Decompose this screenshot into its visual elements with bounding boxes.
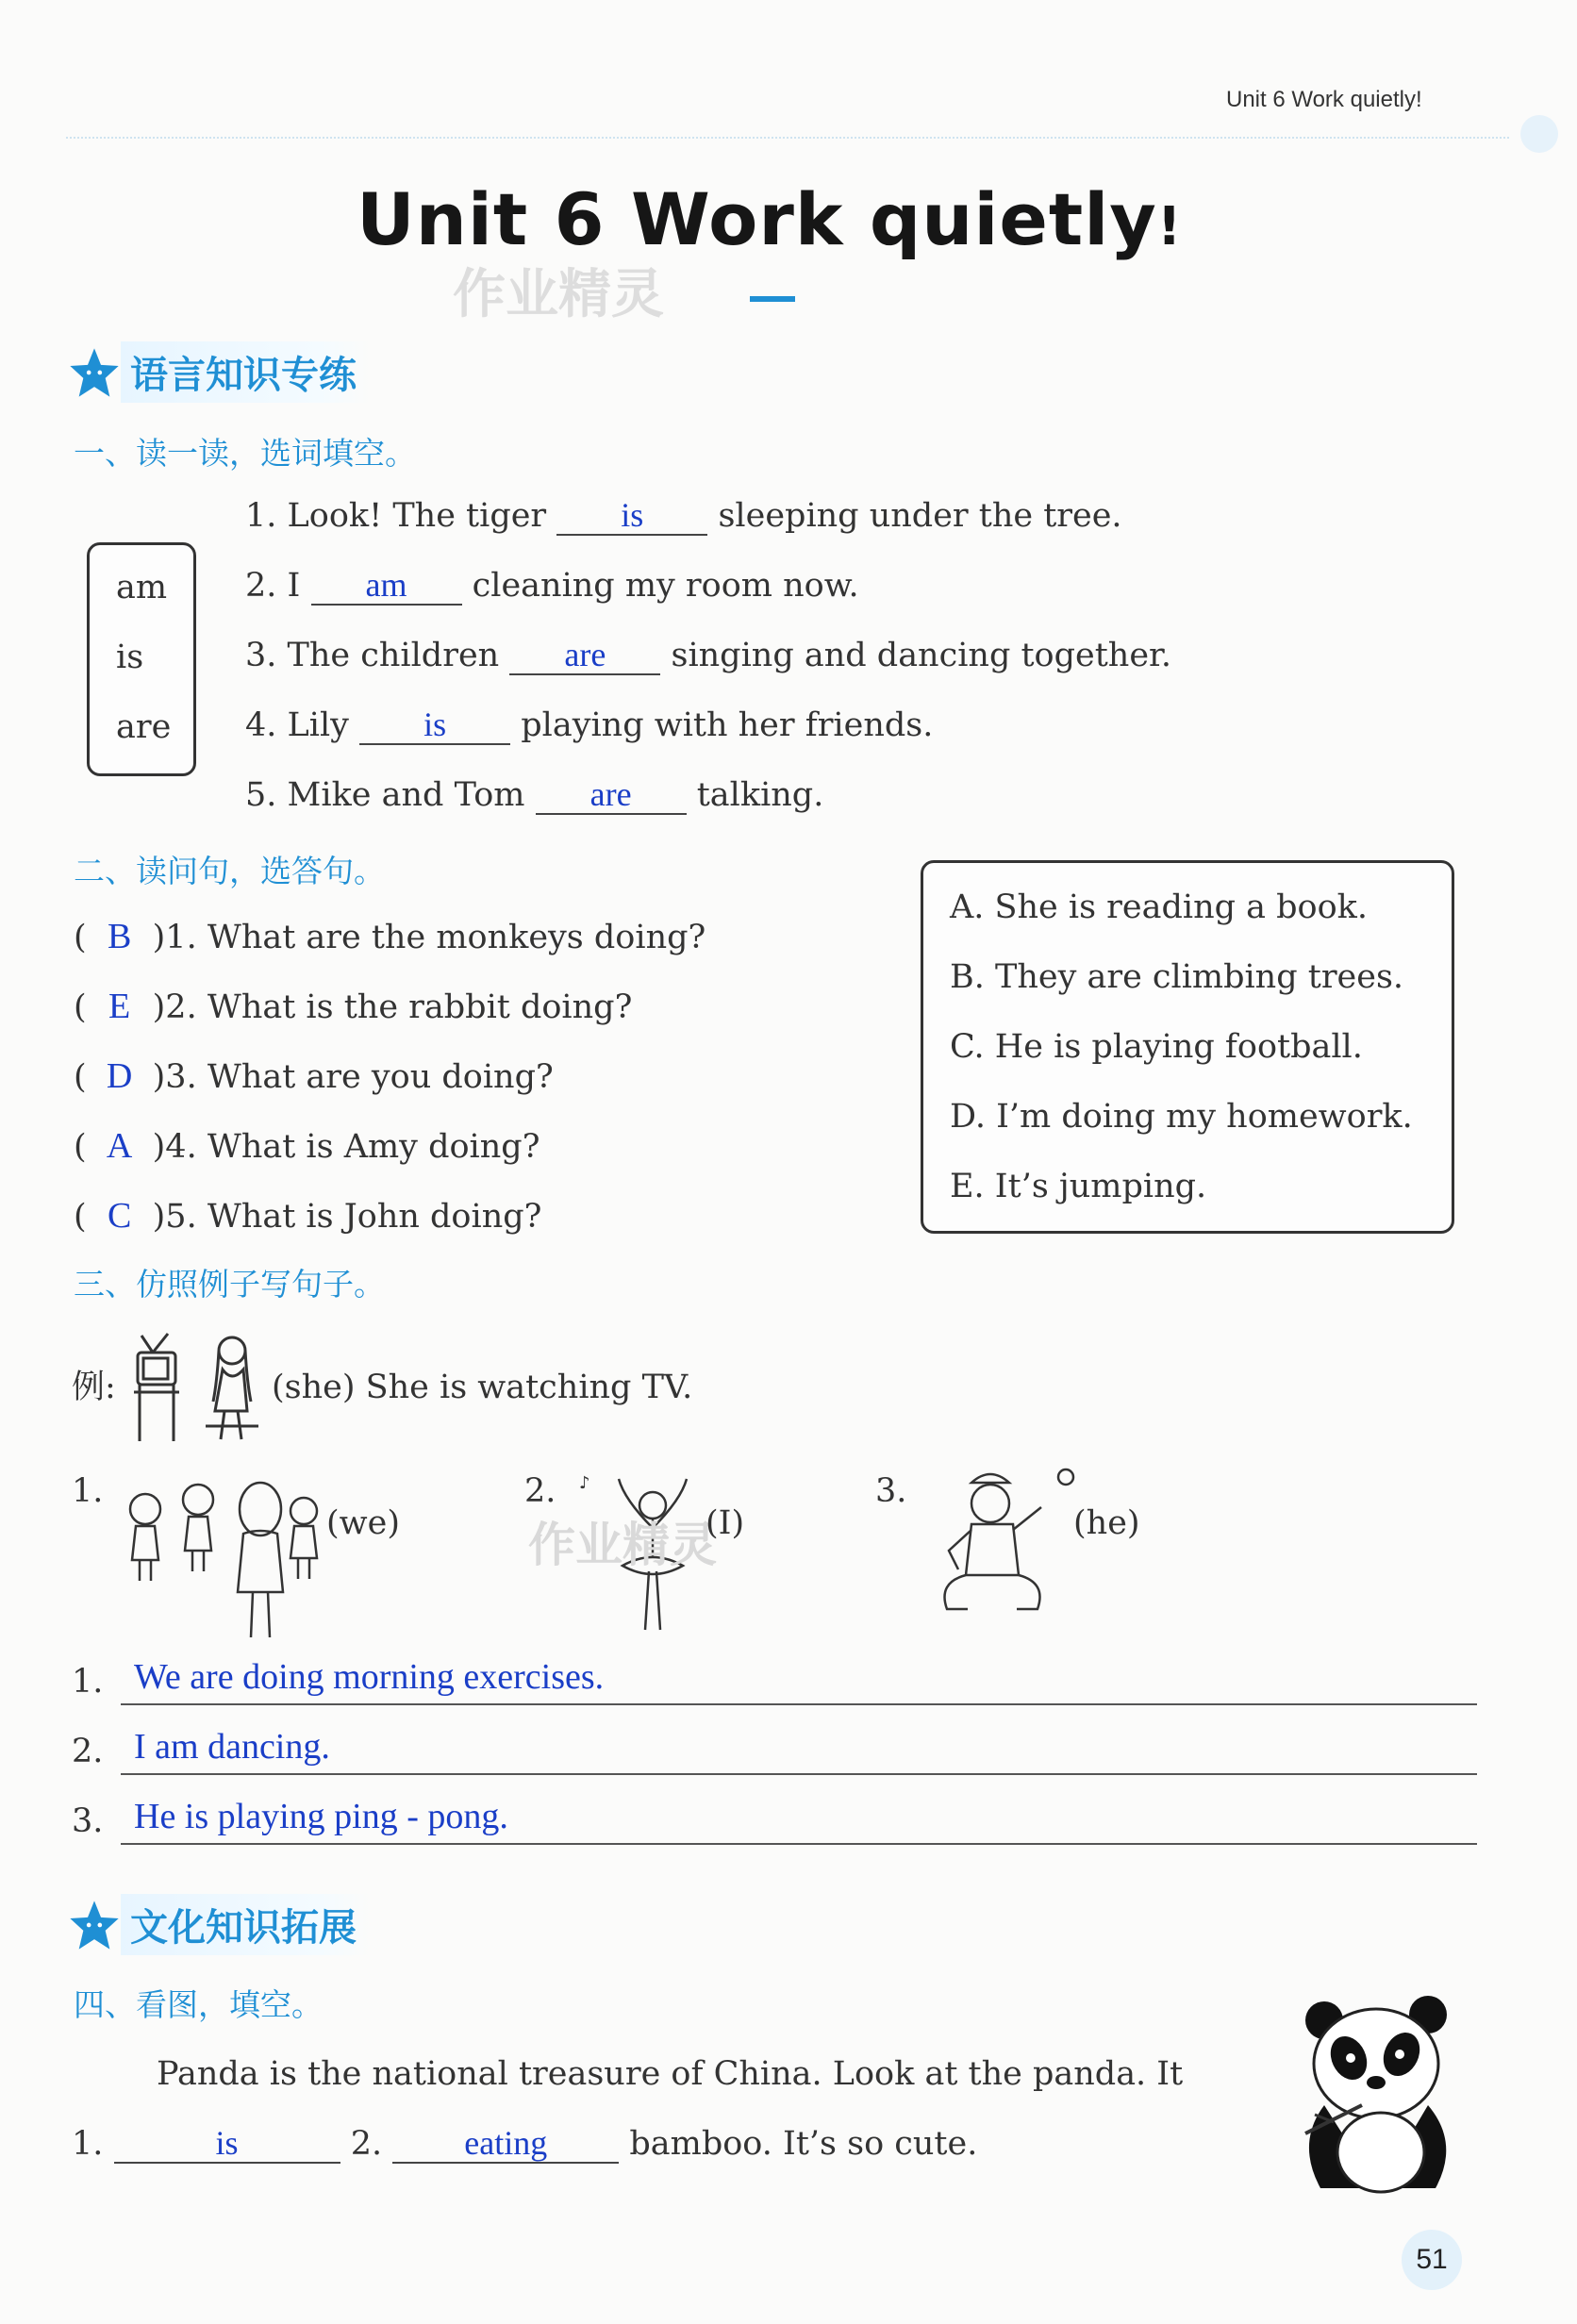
q2-heading: 二、读问句，选答句。 (74, 853, 385, 889)
q1-item-4: 4. Lily is playing with her friends. (245, 706, 934, 744)
word-are: are (116, 708, 172, 746)
choice-answer[interactable]: D (106, 1056, 133, 1096)
options-box (921, 860, 1454, 1234)
answer-line-3: 3. He is playing ping - pong. (72, 1796, 1477, 1845)
tv-girl-illustration (121, 1332, 272, 1447)
example-sentence: (she) She is watching TV. (272, 1369, 693, 1406)
example-label: 例: (72, 1369, 116, 1406)
q1-item-2: 2. I am cleaning my room now. (245, 566, 859, 605)
word-box (87, 542, 196, 776)
pic2-hint: (I) (706, 1504, 745, 1542)
choice-answer[interactable]: B (107, 917, 132, 956)
written-answer[interactable]: We are doing morning exercises. (134, 1657, 605, 1697)
q1-item-1: 1. Look! The tiger is sleeping under the tree. (245, 496, 1122, 535)
section-language-knowledge (68, 341, 370, 403)
written-answer[interactable]: He is playing ping - pong. (134, 1797, 508, 1836)
pic2-num: 2. (524, 1472, 556, 1510)
running-header: Unit 6 Work quietly! (1226, 87, 1422, 112)
choice-answer[interactable]: E (108, 987, 131, 1026)
option-b: B. They are climbing trees. (950, 958, 1404, 996)
q2-item-1: ( B )1. What are the monkeys doing? (74, 917, 706, 956)
blank-answer[interactable]: is (114, 2124, 340, 2164)
svg-text:♪: ♪ (579, 1473, 590, 1493)
word-am: am (116, 569, 168, 606)
pic3-hint: (he) (1073, 1504, 1140, 1542)
panda-illustration (1286, 1992, 1475, 2200)
blank-answer[interactable]: are (509, 636, 660, 675)
q2-item-4: ( A )4. What is Amy doing? (74, 1126, 540, 1166)
q4-line-2: 1. is 2. eating bamboo. It’s so cute. (72, 2124, 978, 2163)
q2-item-3: ( D )3. What are you doing? (74, 1056, 554, 1096)
option-d: D. I’m doing my homework. (950, 1098, 1413, 1136)
pic1-num: 1. (72, 1472, 104, 1510)
blank-answer[interactable]: eating (392, 2124, 619, 2164)
q1-item-5: 5. Mike and Tom are talking. (245, 775, 824, 814)
written-answer[interactable]: I am dancing. (134, 1727, 330, 1767)
header-circle-decoration (1520, 115, 1558, 153)
blank-answer[interactable]: is (359, 706, 510, 745)
option-a: A. She is reading a book. (950, 888, 1369, 926)
header-divider (66, 137, 1509, 139)
pic3-num: 3. (875, 1472, 907, 1510)
section-culture-knowledge (68, 1894, 370, 1955)
answer-line-1: 1. We are doing morning exercises. (72, 1656, 1477, 1705)
title-dash (750, 296, 795, 302)
watermark: 作业精灵 (528, 1518, 717, 1572)
q4-heading: 四、看图，填空。 (74, 1986, 323, 2023)
answer-line-2: 2. I am dancing. (72, 1726, 1477, 1775)
q1-item-3: 3. The children are singing and dancing together. (245, 636, 1172, 674)
q4-line-1: Panda is the national treasure of China. Look at the panda. It (157, 2055, 1184, 2093)
star-icon (68, 346, 121, 399)
boy-ping-pong-illustration (913, 1464, 1083, 1634)
q3-heading: 三、仿照例子写句子。 (74, 1266, 385, 1303)
section-title: 文化知识拓展 (121, 1894, 370, 1955)
page-number: 51 (1402, 2230, 1462, 2290)
pic1-hint: (we) (326, 1504, 400, 1542)
choice-answer[interactable]: A (106, 1126, 133, 1166)
watermark: 作业精灵 (453, 264, 664, 325)
word-is: is (116, 639, 144, 676)
page-title: Unit 6 Work quietly! (357, 177, 1183, 261)
star-icon (68, 1899, 121, 1951)
q2-item-2: ( E )2. What is the rabbit doing? (74, 987, 633, 1026)
q2-item-5: ( C )5. What is John doing? (74, 1196, 542, 1236)
section-title: 语言知识专练 (121, 341, 370, 403)
option-c: C. He is playing football. (950, 1028, 1363, 1066)
blank-answer[interactable]: is (556, 496, 707, 536)
choice-answer[interactable]: C (107, 1196, 132, 1236)
option-e: E. It’s jumping. (950, 1168, 1207, 1205)
children-exercising-illustration (119, 1471, 326, 1641)
blank-answer[interactable]: am (311, 566, 462, 606)
q1-heading: 一、读一读，选词填空。 (74, 435, 416, 472)
blank-answer[interactable]: are (536, 775, 687, 815)
